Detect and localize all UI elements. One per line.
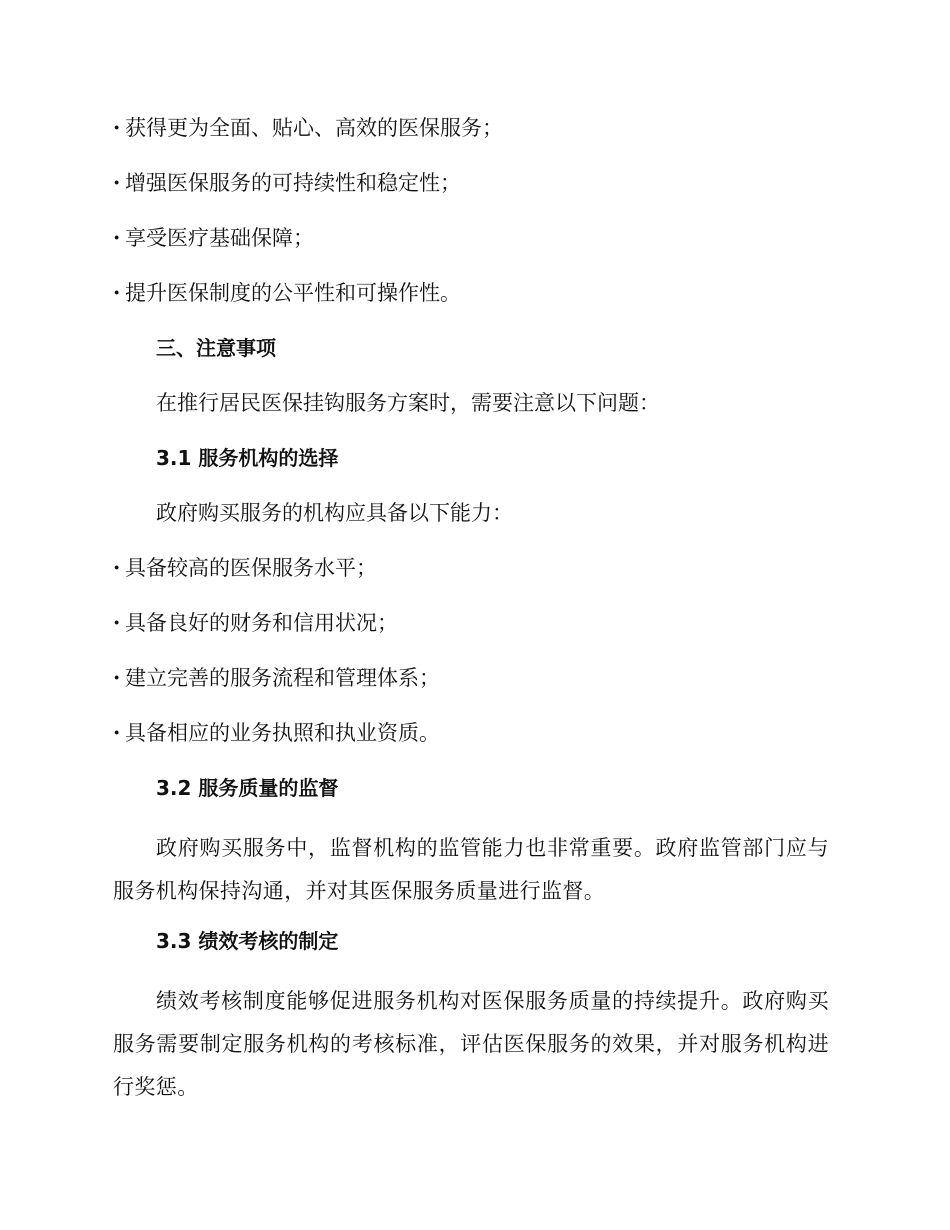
bullet-item: · 具备较高的医保服务水平； bbox=[113, 552, 829, 607]
bullet-item: · 增强医保服务的可持续性和稳定性； bbox=[113, 167, 829, 222]
subsection-heading: 3.3 绩效考核的制定 bbox=[156, 929, 339, 953]
paragraph: 绩效考核制度能够促进服务机构对医保服务质量的持续提升。政府购买服务需要制定服务机构的考核标准，评估医保服务的效果，并对服务机构进行奖惩。 bbox=[113, 989, 829, 1099]
bullet-item: · 享受医疗基础保障； bbox=[113, 222, 829, 277]
subsection-intro: 政府购买服务的机构应具备以下能力： bbox=[156, 501, 513, 525]
section-intro: 在推行居民医保挂钩服务方案时，需要注意以下问题： bbox=[156, 391, 660, 415]
subsection-heading: 3.2 服务质量的监督 bbox=[156, 776, 339, 800]
section-heading: 三、注意事项 bbox=[156, 336, 276, 360]
paragraph: 政府购买服务中，监督机构的监管能力也非常重要。政府监管部门应与服务机构保持沟通，并对其医保服务质量进行监督。 bbox=[113, 836, 829, 903]
bullet-item: · 获得更为全面、贴心、高效的医保服务； bbox=[113, 112, 829, 167]
bullet-item: · 具备相应的业务执照和执业资质。 bbox=[113, 717, 829, 772]
bullet-item: · 提升医保制度的公平性和可操作性。 bbox=[113, 277, 829, 332]
bullet-item: · 建立完善的服务流程和管理体系； bbox=[113, 662, 829, 717]
subsection-heading: 3.1 服务机构的选择 bbox=[156, 446, 339, 470]
bullet-item: · 具备良好的财务和信用状况； bbox=[113, 607, 829, 662]
